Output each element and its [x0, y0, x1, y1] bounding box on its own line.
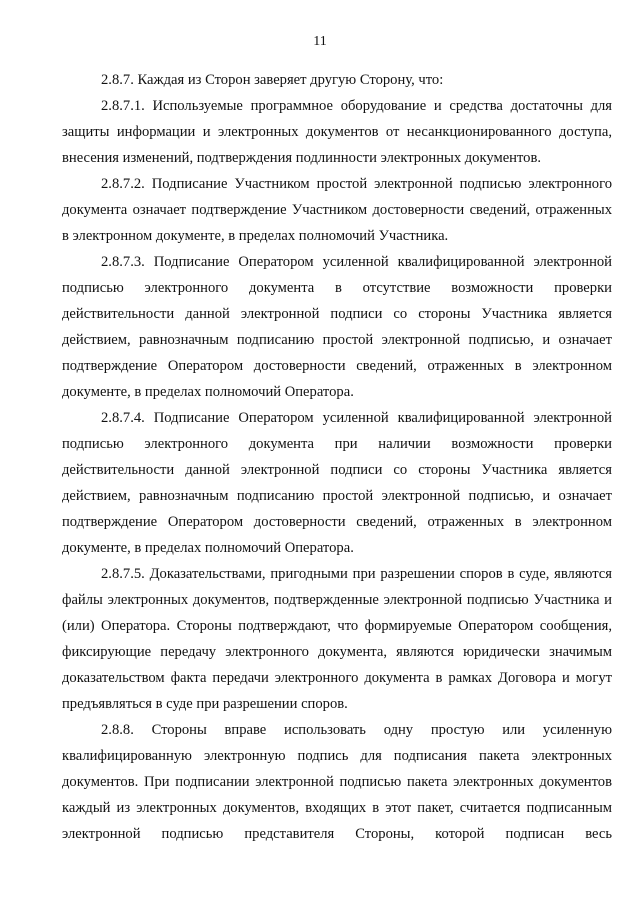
- paragraph-2-8-8: 2.8.8. Стороны вправе использовать одну простую или усиленную квалифицированную электронную подпись для подписания пакета электронных документов. При подписании электронной подписью пакета электронных документов каждый из электронных документов, входящих в этот пакет, считается подписанным электронной подписью представителя Стороны, которой подписан весь: [62, 722, 612, 842]
- paragraph-2-8-7-3: 2.8.7.3. Подписание Оператором усиленной квалифицированной электронной подписью электронного документа в отсутствие возможности проверки действительности данной электронной подписи со стороны Участника является действием, равнозначным подписанию простой электронной подписью, и означает подтверждение Оператором достоверности сведений, отраженных в электронном документе, в пределах полномочий Оператора.: [62, 254, 612, 400]
- document-body: [62, 67, 612, 847]
- paragraph-2-8-7-2: 2.8.7.2. Подписание Участником простой электронной подписью электронного документа означает подтверждение Участником достоверности сведений, отраженных в электронном документе, в пределах полномочий Участника.: [62, 176, 612, 244]
- paragraph-2-8-7-5: 2.8.7.5. Доказательствами, пригодными при разрешении споров в суде, являются файлы электронных документов, подтвержденные электронной подписью Участника и (или) Оператора. Стороны подтверждают, что формируемые Оператором сообщения, фиксирующие передачу электронного документа, являются юридически значимым доказательством факта передачи электронного документа в рамках Договора и могут предъявляться в суде при разрешении споров.: [62, 566, 612, 712]
- paragraph-2-8-7: 2.8.7. Каждая из Сторон заверяет другую Сторону, что:: [101, 72, 444, 88]
- paragraph-2-8-7-4: 2.8.7.4. Подписание Оператором усиленной квалифицированной электронной подписью электронного документа при наличии возможности проверки действительности данной электронной подписи со стороны Участника является действием, равнозначным подписанию простой электронной подписью, и означает подтверждение Оператором достоверности сведений, отраженных в электронном документе, в пределах полномочий Оператора.: [62, 410, 612, 556]
- page-number: 11: [313, 34, 327, 49]
- paragraph-2-8-7-1: 2.8.7.1. Используемые программное оборудование и средства достаточны для защиты информации и электронных документов от несанкционированного доступа, внесения изменений, подтверждения подлинности электронных документов.: [62, 98, 612, 166]
